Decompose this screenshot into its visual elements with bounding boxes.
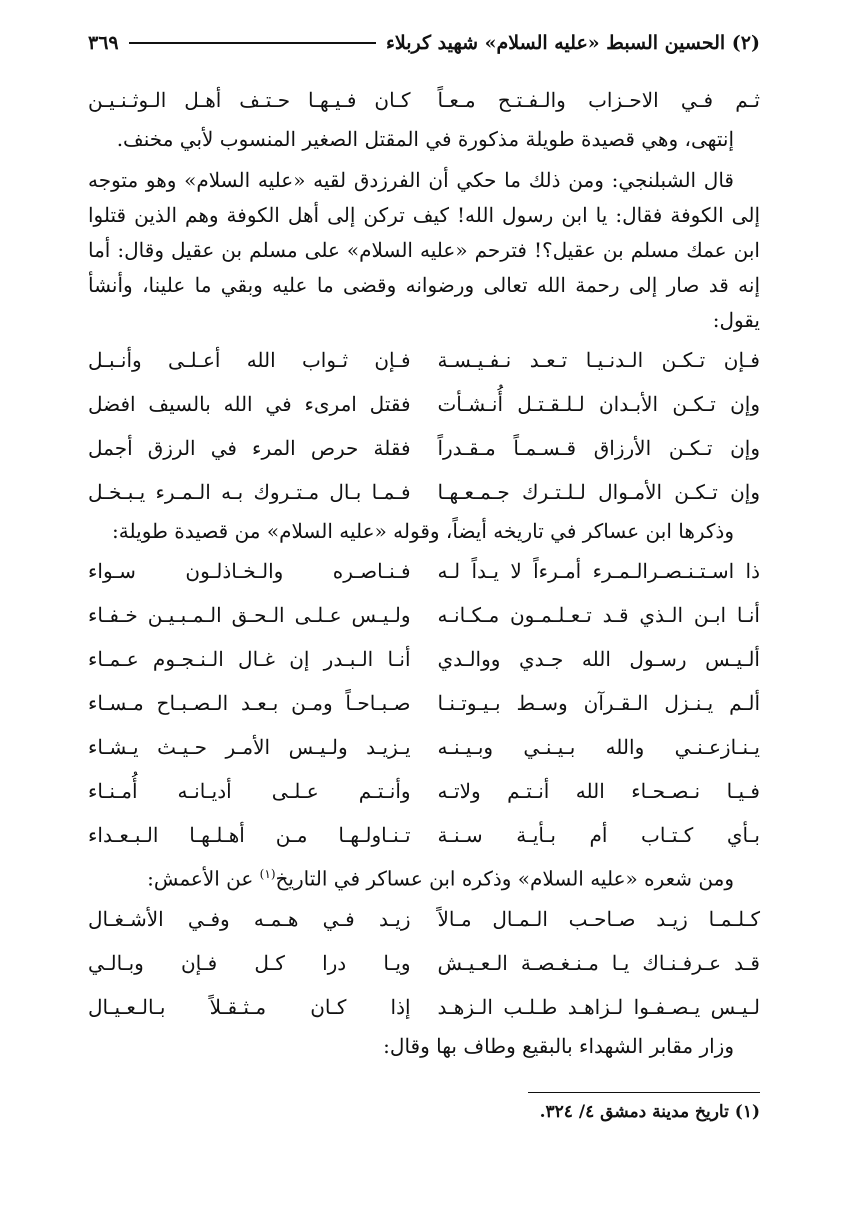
verse-first-hemistich: ألـيـس رسـول الله جـدي ووالـدي — [437, 647, 760, 671]
verse-line — [88, 470, 760, 514]
verse-line — [88, 897, 760, 941]
verse-second-hemistich: فقلة حرص المرء في الرزق أجمل — [88, 436, 411, 460]
verse-first-hemistich: يـنـازعـنـي والله بـيـنـي وبـيـنـه — [437, 735, 760, 759]
footnote-marker[interactable]: (١) — [259, 867, 276, 881]
footnote: (١) تاريخ مدينة دمشق ٤/ ٣٢٤. — [539, 1102, 760, 1122]
paragraph: إنتهى، وهي قصيدة طويلة مذكورة في المقتل الصغير المنسوب لأبي مخنف. — [116, 127, 734, 151]
verse-line — [88, 382, 760, 426]
verse-first-hemistich: وإن تـكـن الأمـوال لـلـتـرك جـمـعـهـا — [437, 480, 760, 504]
verse-second-hemistich: ويـا درا كـل فـإن وبـالـي — [88, 950, 411, 975]
verse-line — [88, 769, 760, 813]
verse-second-hemistich: تـنـاولـهـا مـن أهـلـهـا الـبـعـداء — [88, 823, 411, 847]
verse-second-hemistich: صـبـاحـاً ومـن بـعـد الـصـبـاح مـسـاء — [88, 691, 411, 715]
verse-first-hemistich: قـد عـرفـنـاك يـا مـنـغـصـة الـعـيـش — [437, 950, 760, 975]
poem-1 — [88, 338, 760, 514]
verse-line — [88, 549, 760, 593]
verse-line — [88, 593, 760, 637]
verse-first-hemistich: فـيـا نـصـحـاء الله أنـتـم ولاتـه — [437, 779, 760, 803]
paragraph-text: ومن شعره «عليه السلام» وذكره ابن عساكر في التاريخ — [275, 866, 734, 891]
verse-second-hemistich: فـإن ثـواب الله أعـلـى وأنـبـل — [88, 348, 411, 372]
verse-line — [88, 681, 760, 725]
verse-second-hemistich: زيـد فـي هـمـه وفـي الأشـغـال — [88, 906, 411, 931]
verse-line — [88, 725, 760, 769]
page-body — [88, 78, 760, 1064]
verse-first-hemistich: ثـم فـي الاحـزاب والـفـتـح مـعـاً — [437, 88, 760, 112]
verse-line — [88, 813, 760, 857]
verse-line — [88, 426, 760, 470]
page-number: ٣٦٩ — [88, 32, 119, 54]
opening-verse — [88, 78, 760, 122]
paragraph — [88, 857, 760, 897]
verse-first-hemistich: كـلـمـا زيـد صـاحـب الـمـال مـالاً — [437, 906, 760, 931]
verse-first-hemistich: وإن تـكـن الأبـدان لـلـقـتـل أُنـشـأت — [437, 392, 760, 416]
verse-line — [88, 985, 760, 1029]
verse-second-hemistich: يـزيـد ولـيـس الأمـر حـيـث يـشـاء — [88, 735, 411, 759]
verse-second-hemistich: ولـيـس عـلـى الـحـق الـمـبـيـن خـفـاء — [88, 603, 411, 627]
verse-first-hemistich: لـيـس يـصـفـوا لـزاهـد طـلـب الـزهـد — [437, 994, 760, 1019]
verse-first-hemistich: ألـم يـنـزل الـقـرآن وسـط بـيـوتـنـا — [437, 691, 760, 715]
paragraph: وزار مقابر الشهداء بالبقيع وطاف بها وقال: — [383, 1033, 734, 1058]
chapter-title: (٢) الحسين السبط «عليه السلام» شهيد كربلاء — [385, 32, 760, 54]
paragraph: قال الشبلنجي: ومن ذلك ما حكي أن الفرزدق لقيه «عليه السلام» وهو متوجه إلى الكوفة فقال: يا ابن رسول الله! كيف تركن إلى أهل الكوفة وهم الذين قتلوا ابن عمك مسلم بن عقيل؟! فترحم «عليه السلام» على مسلم بن عقيل وقال: أما إنه قد صار إلى رحمة الله تعالى ورضوانه وقضى ما عليه وبقي ما علينا، وأنشأ يقول: — [88, 168, 760, 332]
verse-second-hemistich: فـمـا بـال مـتـروك بـه الـمـرء يـبـخـل — [88, 480, 411, 504]
poem-3 — [88, 897, 760, 1029]
header-rule — [129, 42, 376, 44]
footnote-rule — [528, 1092, 760, 1093]
verse-first-hemistich: وإن تـكـن الأرزاق قـسـمـاً مـقـدراً — [437, 436, 760, 460]
verse-first-hemistich: بـأي كـتـاب أم بـأيـة سـنـة — [437, 823, 760, 847]
verse-first-hemistich: ذا اسـتـنـصـرالـمـرء أمـرءاً لا يـداً لـه — [437, 559, 760, 583]
verse-first-hemistich: فـإن تـكـن الـدنـيـا تـعـد نـفـيـسـة — [437, 348, 760, 372]
paragraph-text: عن الأعمش: — [147, 866, 260, 891]
verse-second-hemistich: وأنـتـم عـلـى أديـانـه أُمـنـاء — [88, 779, 411, 803]
running-header — [88, 28, 760, 58]
verse-second-hemistich: أنـا الـبـدر إن غـال الـنـجـوم عـمـاء — [88, 647, 411, 671]
verse-line — [88, 637, 760, 681]
verse-second-hemistich: كـان فـيـهـا حـتـف أهـل الـوثـنـيـن — [88, 88, 411, 112]
verse-first-hemistich: أنـا ابـن الـذي قـد تـعـلـمـون مـكـانـه — [437, 603, 760, 627]
poem-2 — [88, 549, 760, 857]
paragraph: وذكرها ابن عساكر في تاريخه أيضاً، وقوله «عليه السلام» من قصيدة طويلة: — [112, 519, 734, 543]
verse-second-hemistich: فقتل امرىء في الله بالسيف افضل — [88, 392, 411, 416]
verse-second-hemistich: فـنـاصـره والـخـاذلـون سـواء — [88, 559, 411, 583]
verse-line — [88, 338, 760, 382]
verse-second-hemistich: إذا كـان مـثـقـلاً بـالـعـيـال — [88, 994, 411, 1019]
verse-line — [88, 941, 760, 985]
